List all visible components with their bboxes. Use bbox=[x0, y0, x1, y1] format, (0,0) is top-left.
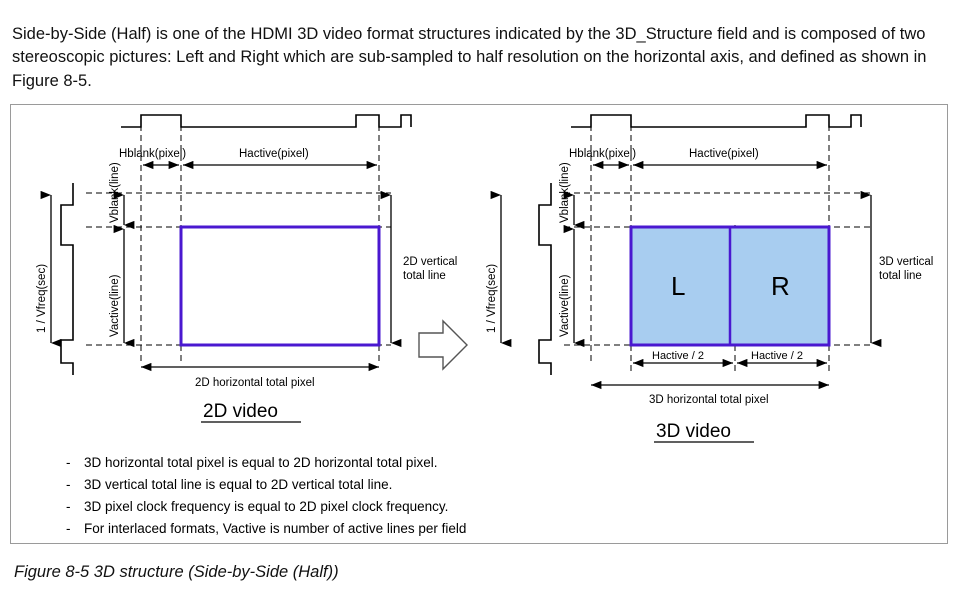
hblank-label-2d: Hblank(pixel) bbox=[119, 148, 187, 160]
vactive-label-3d: Vactive(line) bbox=[559, 274, 571, 337]
vertical-total-label-line1-3d: 3D vertical bbox=[879, 256, 934, 268]
figure-container bbox=[10, 104, 948, 544]
horizontal-total-label-3d: 3D horizontal total pixel bbox=[649, 394, 769, 406]
list-item bbox=[66, 518, 466, 540]
vfreq-label-2d: 1 / Vfreq(sec) bbox=[36, 263, 48, 333]
hactive-label-3d: Hactive(pixel) bbox=[689, 148, 759, 160]
active-picture-2d bbox=[181, 227, 379, 345]
vertical-total-label-line2-2d: total line bbox=[403, 270, 446, 282]
intro-paragraph: Side-by-Side (Half) is one of the HDMI 3D video format structures indicated by the 3D_Structure field and is composed of two stereoscopic pictures: Left and Right which are sub-sampled to half resolution on the horizontal axis, and defined as shown in Figure 8-5. bbox=[12, 24, 927, 91]
transform-arrow-icon bbox=[419, 321, 467, 369]
right-picture-letter: R bbox=[771, 271, 790, 301]
bullet-dash: - bbox=[66, 498, 71, 514]
bullet-dash: - bbox=[66, 455, 71, 470]
vertical-total-label-line2-3d: total line bbox=[879, 270, 922, 282]
figure-caption: Figure 8-5 3D structure (Side-by-Side (Half)) bbox=[14, 563, 339, 581]
note-text: For interlaced formats, Vactive is number of active lines per field bbox=[84, 520, 467, 536]
note-text: 3D horizontal total pixel is equal to 2D horizontal total pixel. bbox=[84, 455, 438, 470]
left-panel-title: 2D video bbox=[203, 401, 278, 422]
bullet-dash: - bbox=[66, 476, 71, 492]
hblank-label-3d: Hblank(pixel) bbox=[569, 148, 637, 160]
bullet-dash: - bbox=[66, 520, 71, 536]
right-panel-3d bbox=[486, 115, 933, 442]
left-picture-letter: L bbox=[671, 271, 686, 301]
vertical-total-label-line1-2d: 2D vertical bbox=[403, 256, 458, 268]
half-left-label-3d: Hactive / 2 bbox=[652, 350, 704, 362]
list-item bbox=[66, 452, 466, 474]
note-text: 3D vertical total line is equal to 2D vertical total line. bbox=[84, 476, 393, 492]
list-item bbox=[66, 474, 466, 496]
vsync-waveform-2d bbox=[61, 183, 73, 375]
hsync-waveform-3d bbox=[571, 115, 861, 127]
vsync-waveform-3d bbox=[539, 183, 551, 375]
vblank-label-3d: Vblank(line) bbox=[559, 162, 571, 223]
left-panel-2d bbox=[36, 115, 457, 422]
vfreq-label-3d: 1 / Vfreq(sec) bbox=[486, 263, 498, 333]
list-item bbox=[66, 496, 466, 518]
hactive-label-2d: Hactive(pixel) bbox=[239, 148, 309, 160]
horizontal-total-label-2d: 2D horizontal total pixel bbox=[195, 377, 315, 389]
note-text: 3D pixel clock frequency is equal to 2D pixel clock frequency. bbox=[84, 498, 449, 514]
vblank-label-2d: Vblank(line) bbox=[109, 162, 121, 223]
half-right-label-3d: Hactive / 2 bbox=[751, 350, 803, 362]
vactive-label-2d: Vactive(line) bbox=[109, 274, 121, 337]
hsync-waveform-2d bbox=[121, 115, 411, 127]
notes-list bbox=[66, 452, 466, 539]
right-panel-title: 3D video bbox=[656, 421, 731, 442]
